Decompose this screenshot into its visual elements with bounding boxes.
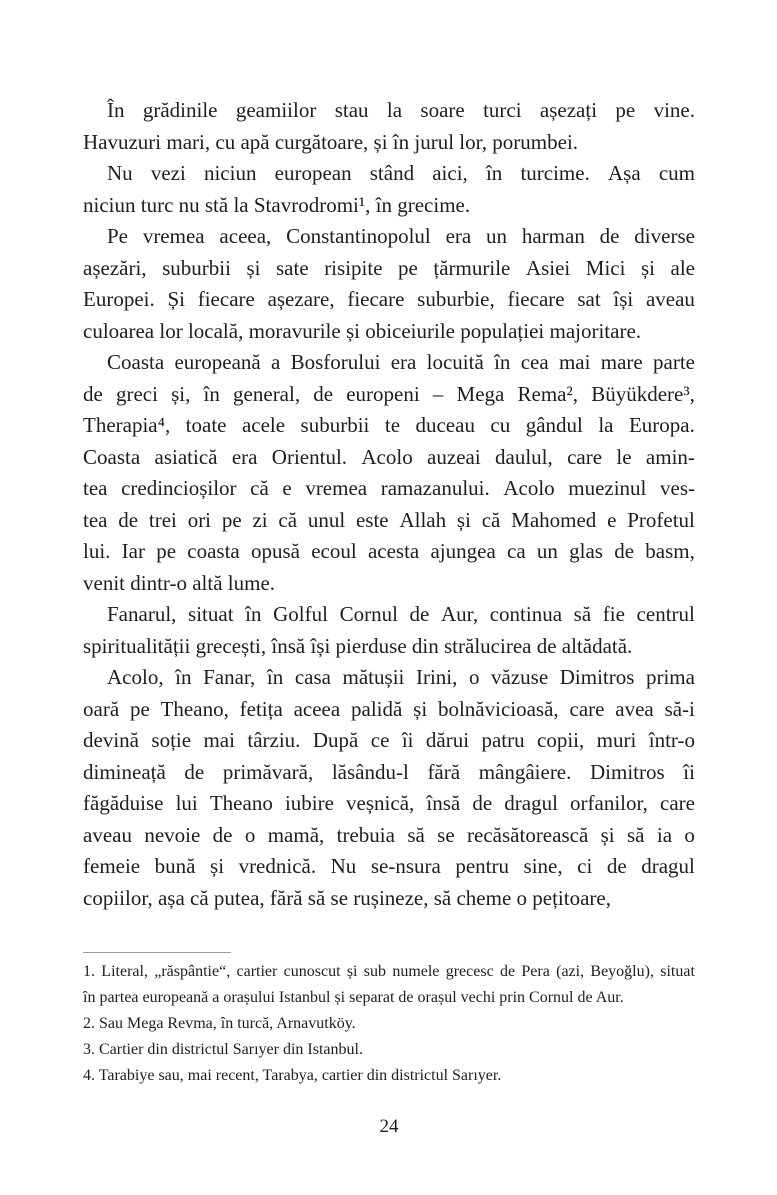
body-line: Pe vremea aceea, Constantinopolul era un harman de diverse (107, 224, 695, 248)
page-number: 24 (379, 1116, 399, 1137)
body-line: femeie bună și vrednică. Nu se-nsura pentru sine, ci de dragul (83, 854, 695, 878)
body-line: Nu vezi niciun european stând aici, în turcime. Așa cum (107, 161, 695, 185)
body-line: oară pe Theano, fetița aceea palidă și bolnăvicioasă, care avea să-i (83, 696, 695, 721)
body-line: Acolo, în Fanar, în casa mătușii Irini, o văzuse Dimitros prima (107, 665, 695, 689)
footnote-line: 4. Tarabiye sau, mai recent, Tarabya, cartier din districtul Sarıyer. (83, 1067, 502, 1084)
body-text (83, 95, 695, 914)
body-line: niciun turc nu stă la Stavrodromi¹, în grecime. (83, 192, 471, 217)
footnotes (83, 952, 695, 1089)
body-line: dimineață de primăvară, lăsându-l fără mângâiere. Dimitros îi (83, 759, 695, 784)
body-line: venit dintr-o altă lume. (83, 570, 276, 595)
body-line: Coasta asiatică era Orientul. Acolo auzeai daulul, care le amin- (83, 444, 695, 469)
body-line: În grădinile geamiilor stau la soare turci așezați pe vine. (107, 98, 695, 122)
footnote-line: 3. Cartier din districtul Sarıyer din Istanbul. (83, 1041, 363, 1058)
footnote-line: în partea europeană a orașului Istanbul și separat de orașul vechi prin Cornul de Aur. (83, 989, 624, 1006)
body-line: Havuzuri mari, cu apă curgătoare, și în jurul lor, porumbei. (83, 129, 579, 154)
paragraph (83, 158, 695, 221)
body-line: spiritualității grecești, însă își pierduse din strălucirea de altădată. (83, 633, 633, 658)
body-line: făgăduise lui Theano iubire veșnică, însă de dragul orfanilor, care (83, 791, 695, 815)
body-line: tea de trei ori pe zi că unul este Allah și că Mahomed e Profetul (83, 507, 695, 532)
paragraph (83, 95, 695, 158)
body-line: Coasta europeană a Bosforului era locuită în cea mai mare parte (107, 350, 695, 374)
footnote-separator (83, 952, 231, 953)
paragraph (83, 599, 695, 662)
paragraph (83, 662, 695, 914)
body-line: devină soție mai târziu. După ce îi dărui patru copii, muri într-o (83, 728, 695, 752)
body-line: tea credincioșilor că e vremea ramazanului. Acolo muezinul ves- (83, 476, 695, 500)
footnote-line: 1. Literal, „răspântie“, cartier cunoscut și sub numele grecesc de Pera (azi, Beyoğlu), situat (83, 963, 695, 980)
body-line: lui. Iar pe coasta opusă ecoul acesta ajungea ca un glas de basm, (83, 539, 695, 563)
body-line: de greci și, în general, de europeni – Mega Rema², Büyükdere³, (83, 381, 695, 406)
paragraph (83, 221, 695, 347)
body-line: copiilor, așa că putea, fără să se rușineze, să cheme o pețitoare, (83, 885, 611, 910)
body-line: așezări, suburbii și sate risipite pe țărmurile Asiei Mici și ale (83, 255, 695, 280)
body-line: Europei. Și fiecare așezare, fiecare suburbie, fiecare sat își aveau (83, 287, 695, 311)
footnote-line: 2. Sau Mega Revma, în turcă, Arnavutköy. (83, 1015, 356, 1032)
paragraph (83, 347, 695, 599)
body-line: Fanarul, situat în Golful Cornul de Aur, continua să fie centrul (107, 602, 695, 626)
body-line: aveau nevoie de o mamă, trebuia să se recăsătorească și să ia o (83, 822, 695, 847)
body-line: culoarea lor locală, moravurile și obiceiurile populației majoritare. (83, 318, 642, 343)
body-line: Therapia⁴, toate acele suburbii te duceau cu gândul la Europa. (83, 413, 695, 437)
